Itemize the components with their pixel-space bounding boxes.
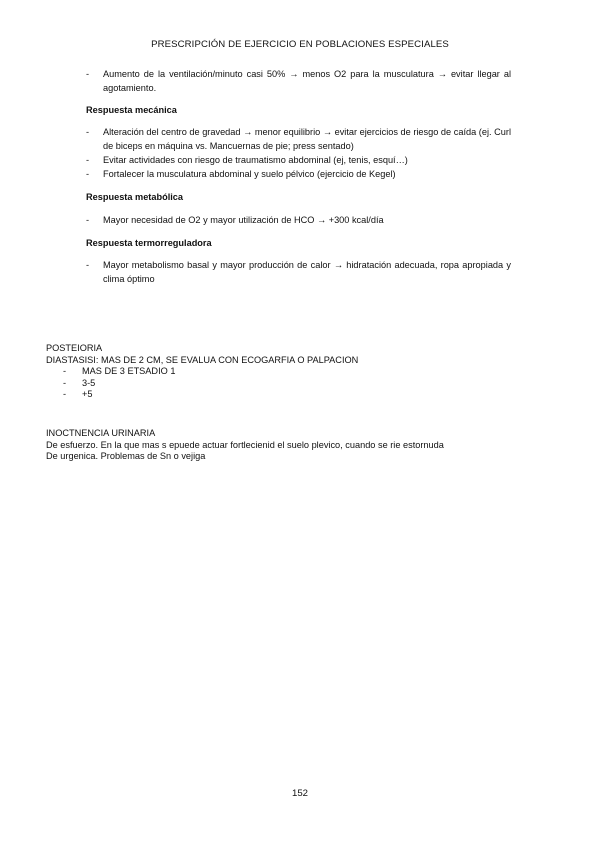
bullet-text: MAS DE 3 ETSADIO 1 xyxy=(82,366,176,377)
page-header: PRESCRIPCIÓN DE EJERCICIO EN POBLACIONES ESPECIALES xyxy=(151,39,449,50)
diastasis-notes xyxy=(46,343,546,401)
list-item xyxy=(86,213,511,227)
thermoregulatory-response-list xyxy=(86,258,511,286)
bullet-dash: - xyxy=(86,260,90,270)
bullet-dash: - xyxy=(63,377,67,388)
bullet-text: Evitar actividades con riesgo de traumatismo abdominal (ej, tenis, esquí…) xyxy=(103,155,408,165)
bullet-text: Alteración del centro de gravedad → menor equilibrio → evitar ejercicios de riesgo de caída (ej. Curl de biceps en máquina vs. Mancuernas de pie; press sentado) xyxy=(103,127,511,151)
bullet-dash: - xyxy=(86,127,90,137)
thermoregulatory-response-heading-wrap xyxy=(86,236,511,250)
bullet-text: Mayor necesidad de O2 y mayor utilización de HCO → +300 kcal/día xyxy=(103,215,384,225)
list-item xyxy=(86,67,511,95)
section-heading: Respuesta metabólica xyxy=(86,192,184,202)
list-item xyxy=(46,378,546,390)
list-item xyxy=(86,167,511,181)
note-line: De urgenica. Problemas de Sn o vejiga xyxy=(46,451,206,462)
bullet-dash: - xyxy=(86,215,90,225)
bullet-dash: - xyxy=(86,169,90,179)
metabolic-response-list xyxy=(86,213,511,227)
bullet-text: Mayor metabolismo basal y mayor producción de calor → hidratación adecuada, ropa apropiada y clima óptimo xyxy=(103,260,511,284)
bullet-dash: - xyxy=(63,389,67,400)
bullet-dash: - xyxy=(63,366,67,377)
bullet-dash: - xyxy=(86,69,90,79)
incontinence-notes xyxy=(46,428,546,463)
ventilation-section xyxy=(86,67,511,95)
list-item xyxy=(46,366,546,378)
bullet-text: 3-5 xyxy=(82,377,96,388)
list-item xyxy=(86,258,511,286)
note-line: DIASTASISI: MAS DE 2 CM, SE EVALUA CON ECOGARFIA O PALPACION xyxy=(46,354,359,365)
bullet-text: +5 xyxy=(82,389,93,400)
bullet-text: Fortalecer la musculatura abdominal y suelo pélvico (ejercicio de Kegel) xyxy=(103,169,396,179)
bullet-text: Aumento de la ventilación/minuto casi 50% → menos O2 para la musculatura → evitar llegar al agotamiento. xyxy=(103,69,511,93)
metabolic-response-heading-wrap xyxy=(86,190,511,204)
note-line: POSTEIORIA xyxy=(46,343,103,353)
bullet-dash: - xyxy=(86,155,90,165)
section-heading: Respuesta termorreguladora xyxy=(86,238,212,248)
mechanical-response-heading-wrap xyxy=(86,103,511,117)
list-item xyxy=(86,125,511,153)
note-line: De esfuerzo. En la que mas s epuede actuar fortlecienid el suelo plevico, cuando se rie estornuda xyxy=(46,439,444,450)
section-heading: Respuesta mecánica xyxy=(86,105,177,115)
mechanical-response-list xyxy=(86,125,511,181)
page-number: 152 xyxy=(291,788,308,799)
list-item xyxy=(46,389,546,401)
list-item xyxy=(86,153,511,167)
note-line: INOCTNENCIA URINARIA xyxy=(46,428,156,438)
